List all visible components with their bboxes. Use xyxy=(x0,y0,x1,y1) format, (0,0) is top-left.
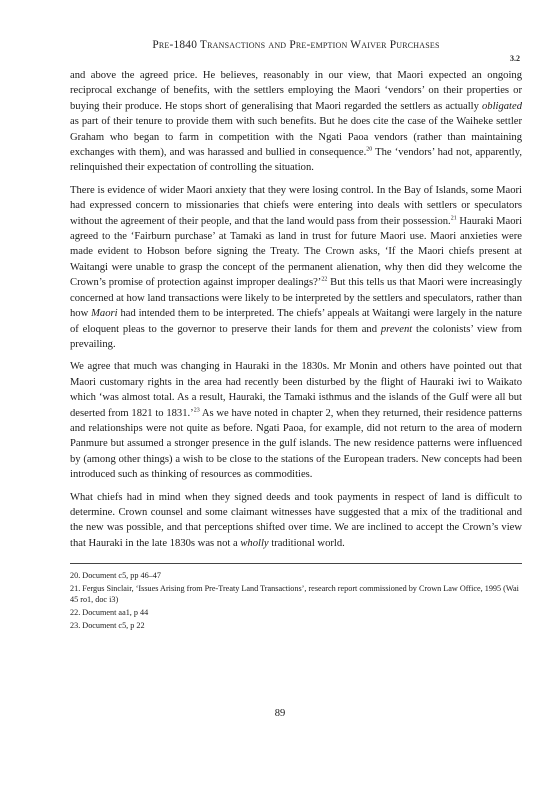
running-head: Pre-1840 Transactions and Pre-emption Waiver Purchases xyxy=(152,39,440,51)
paragraph-text: But this tells us that Maori were increasingly concerned at how land transactions were likely to be interpreted by the settlers and speculators, rather than how xyxy=(70,277,522,320)
paragraph-text: Hauraki Maori agreed to the ‘Fairburn purchase’ at Tamaki as land in trust for future Maori use. Maori anxieties were made evident to Hobson before signing the Treaty. The Crown asks, ‘If the Maori chiefs present at Waitangi were unable to grasp the concept of the permanent alienation, why then did they welcome the Crown’s promise of protection against improper dealings?’ xyxy=(70,215,523,289)
footnote: 20. Document c5, pp 46–47 xyxy=(70,571,161,581)
footnote-divider xyxy=(70,563,522,564)
footnote-reference: 21 xyxy=(450,215,457,222)
paragraph xyxy=(70,359,522,482)
paragraph-text: What chiefs had in mind when they signed deeds and took payments in respect of land is difficult to determine. Crown counsel and some claimant witnesses have suggested that a mix of the traditional and the new was possible, and that perceptions shifted over time. We are inclined to accept the Crown’s view that Hauraki in the late 1830s was not a xyxy=(70,491,522,549)
paragraph xyxy=(70,490,522,552)
footnote-reference: 22 xyxy=(321,276,328,283)
paragraph-text: The ‘vendors’ had not, apparently, relinquished their expectation of controlling the situation. xyxy=(70,147,522,174)
paragraph-text: the colonists’ view from prevailing. xyxy=(70,323,522,350)
paragraph-text: We agree that much was changing in Hauraki in the 1830s. Mr Monin and others have pointed out that Maori customary rights in the area had recently been disturbed by the flight of Hauraki iwi to Waikato which ‘was almost total. As a result, Hauraki, the Tamaki isthmus and the islands of the Gulf were all but deserted from 1821 to 1831.’ xyxy=(70,361,522,419)
emphasis-text: wholly xyxy=(240,537,269,549)
emphasis-text: Maori xyxy=(91,308,118,320)
emphasis-text: obligated xyxy=(481,100,522,112)
paragraph-text: There is evidence of wider Maori anxiety that they were losing control. In the Bay of Islands, some Maori had expressed concern to missionaries that chiefs were entering into deals with settlers or speculators without the agreement of their people, and that the land would pass from their possession. xyxy=(70,184,522,227)
footnotes xyxy=(70,570,522,631)
body-text xyxy=(70,68,522,551)
paragraph-text: traditional world. xyxy=(268,537,345,549)
footnote: 21. Fergus Sinclair, ‘Issues Arising from Pre-Treaty Land Transactions’, research report commissioned by Crown Law Office, 1995 (Wai 45 ro1, doc i3) xyxy=(70,583,519,605)
footnote: 23. Document c5, p 22 xyxy=(70,620,145,630)
paragraph-text: had intended them to be interpreted. The chiefs’ appeals at Waitangi were largely in the nature of eloquent pleas to the governor to preserve their lands for them and xyxy=(70,308,522,335)
paragraph xyxy=(70,68,522,176)
paragraph-text: As we have noted in chapter 2, when they returned, their residence patterns and relationships were not quite as before. Ngati Paoa, for example, did not return to the area of modern Panmure but assumed a stronger presence in the gulf islands. The new residence patterns were influenced by (among other things) a wish to be close to the stations of the European traders. New concepts had been introduced such as thinking of resources as commodities. xyxy=(70,407,522,481)
footnote-reference: 23 xyxy=(193,407,200,413)
paragraph-text: and above the agreed price. He believes, reasonably in our view, that Maori expected an ongoing reciprocal exchange of benefits, with the settlers employing the Maori ‘vendors’ on their properties or buying their produce. He stops short of generalising that Maori regarded the settlers as actually xyxy=(70,70,522,112)
footnote-reference: 20 xyxy=(366,146,373,153)
emphasis-text: prevent xyxy=(380,323,413,335)
paragraph xyxy=(70,183,522,352)
section-number: 3.2 xyxy=(510,54,520,63)
footnote: 22. Document aa1, p 44 xyxy=(70,607,149,617)
page-number: 89 xyxy=(274,708,286,719)
paragraph-text: as part of their tenure to provide them with such benefits. But he does cite the case of the Waiheke settler Graham who began to farm in competition with the Ngati Paoa vendors (rather than maintaining exchanges with them), and was harassed and bullied in consequence. xyxy=(70,116,522,159)
